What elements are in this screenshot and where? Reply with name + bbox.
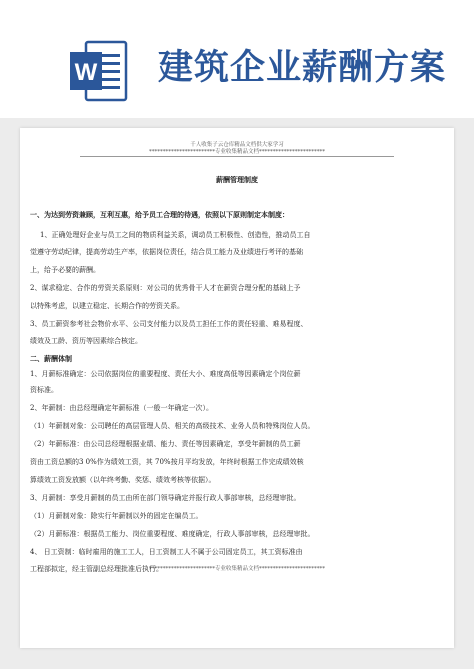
doc-footer: ************************专业收集精品文档************************	[148, 566, 325, 572]
paragraph-line: 算绩效工资发放额（以年终考勤、奖惩、绩效考核等依据）。	[30, 476, 216, 484]
paragraph-line: 资由工资总额的3 0%作为绩效工资，其 70%按月平均发放，年终时根据工作完成绩效核	[30, 458, 304, 466]
banner	[0, 0, 474, 118]
doc-header-line-2: ************************专业收集精品文档************************	[148, 149, 325, 155]
banner-title: 建筑企业薪酬方案	[158, 48, 447, 88]
header-divider	[80, 156, 394, 157]
paragraph-line: 觉遵守劳动纪律，提高劳动生产率，依据岗位责任，结合员工能力及业绩进行考评的基础	[30, 248, 303, 256]
paragraph-line: 资标准。	[30, 386, 58, 394]
section-heading-1: 一、为达到劳资兼顾，互利互惠，给予员工合理的待遇，依照以下原则制定本制度：	[30, 210, 289, 219]
paragraph-line: 以特殊考虑，以建立稳定、长期合作的劳资关系。	[30, 302, 184, 310]
paragraph-line: 3、员工薪资参考社会物价水平、公司支付能力以及员工担任工作的责任轻重、难易程度、	[30, 320, 308, 328]
paragraph-line: 1、月薪标准确定：公司依据岗位的重要程度、责任大小、难度高低等因素确定个岗位薪	[30, 370, 301, 378]
paragraph-line: 4、 日工资制：临时雇用的施工工人，日工资制工人不属于公司固定员工，其工资标准由	[30, 548, 303, 556]
paragraph-line: （1）年薪制对象：公司聘任的高层管理人员、相关的高级技术、业务人员和特殊岗位人员。	[30, 422, 315, 430]
word-document-icon	[70, 40, 128, 102]
paragraph-line: 1、正确处理好企业与员工之间的物质利益关系，调动员工积极性、创造性，推动员工自	[40, 231, 311, 239]
paragraph-line: 绩效及工龄、资历等因素综合核定。	[30, 337, 142, 345]
paragraph-line: （2）年薪标准：由公司总经理根据业绩、能力、责任等因素确定，享受年薪制的员工薪	[30, 440, 301, 448]
paragraph-line: 3、月薪制：享受月薪制的员工由所在部门领导确定并报行政人事部审核，总经理审批。	[30, 494, 301, 502]
paragraph-line: （2）月薪标准：根据员工能力、岗位重要程度、难度确定，行政人事部审核，总经理审批。	[30, 530, 315, 538]
paragraph-line: 工程部拟定，经主管副总经理批准后执行。	[30, 565, 163, 573]
document-title: 薪酬管理制度	[216, 175, 258, 184]
paragraph-line: （1）月薪制对象：除实行年薪制以外的固定在编员工。	[30, 512, 203, 520]
paragraph-line: 上，给予必要的薪酬。	[30, 266, 100, 274]
paragraph-line: 2、年薪制：由总经理确定年薪标准（一般一年确定一次）。	[30, 404, 213, 412]
doc-header-line-1: 千人收集子云仓库精品文档供大家学习	[190, 142, 284, 148]
document-page	[20, 128, 454, 648]
paragraph-line: 2、谋求稳定、合作的劳资关系原则：对公司的优秀骨干人才在薪资合理分配的基础上予	[30, 284, 301, 292]
section-heading-2: 二、薪酬体制	[30, 354, 72, 363]
svg-text:W: W	[74, 59, 98, 86]
